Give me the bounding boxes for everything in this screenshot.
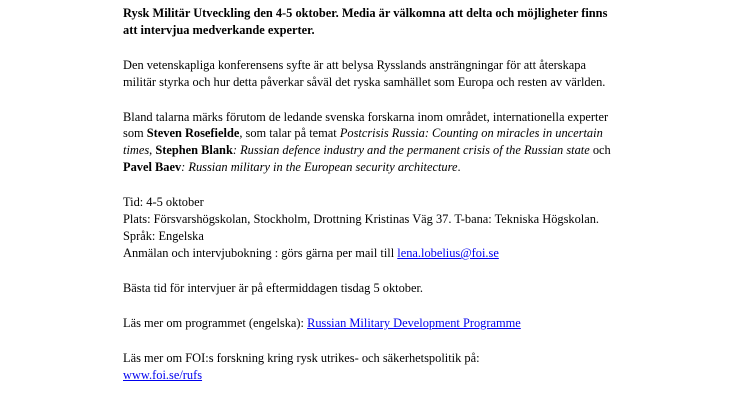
talk-title-rosefielde: Postcrisis Russia: Counting on miracles in uncertain bbox=[339, 126, 603, 140]
paragraph-speakers-line-1: Bland talarna märks förutom de ledande svenska forskarna inom området, internationella experter bbox=[123, 110, 609, 124]
paragraph-purpose-line-1: Den vetenskapliga konferensens syfte är att belysa Rysslands ansträngningar för att återskapa bbox=[123, 58, 586, 72]
event-date: Tid: 4-5 oktober bbox=[123, 195, 204, 209]
intro-line-1: Rysk Militär Utveckling den 4-5 oktober. Media är välkomna att delta och möjligheter finns bbox=[123, 6, 608, 20]
paragraph-speakers-line-4: Pavel Baev: Russian military in the European security architecture. bbox=[123, 160, 461, 174]
event-registration: Anmälan och intervjubokning : görs gärna per mail till lena.lobelius@foi.se bbox=[123, 246, 499, 260]
programme-line: Läs mer om programmet (engelska): Russian Military Development Programme bbox=[123, 316, 521, 330]
paragraph-speakers-line-3: times, Stephen Blank: Russian defence industry and the permanent crisis of the Russian state och bbox=[123, 143, 611, 157]
event-place: Plats: Försvarshögskolan, Stockholm, Drottning Kristinas Väg 37. T-bana: Tekniska Högskolan. bbox=[123, 212, 600, 226]
programme-link[interactable]: Russian Military Development Programme bbox=[307, 316, 521, 330]
paragraph-speakers-line-2: som Steven Rosefielde, som talar på temat Postcrisis Russia: Counting on miracles in uncertain bbox=[123, 126, 603, 140]
email-link[interactable]: lena.lobelius@foi.se bbox=[397, 246, 499, 260]
talk-title-baev: : Russian military in the European security architecture bbox=[181, 160, 458, 174]
foi-rufs-link[interactable]: www.foi.se/rufs bbox=[123, 368, 203, 382]
talk-title-blank: : Russian defence industry and the permanent crisis of the Russian state bbox=[232, 143, 590, 157]
research-line: Läs mer om FOI:s forskning kring rysk utrikes- och säkerhetspolitik på: bbox=[123, 351, 480, 365]
speaker-rosefielde: Steven Rosefielde bbox=[146, 126, 240, 140]
speaker-baev: Pavel Baev bbox=[123, 160, 182, 174]
research-link-line bbox=[123, 368, 202, 383]
best-interview-time: Bästa tid för intervjuer är på eftermiddagen tisdag 5 oktober. bbox=[123, 281, 424, 295]
event-language: Språk: Engelska bbox=[123, 229, 204, 243]
intro-line-2: att intervjua medverkande experter. bbox=[123, 23, 315, 37]
speaker-blank: Stephen Blank bbox=[155, 143, 233, 157]
paragraph-purpose-line-2: militär styrka och hur detta påverkar såväl det ryska samhället som Europa och resten av världen. bbox=[123, 75, 606, 89]
